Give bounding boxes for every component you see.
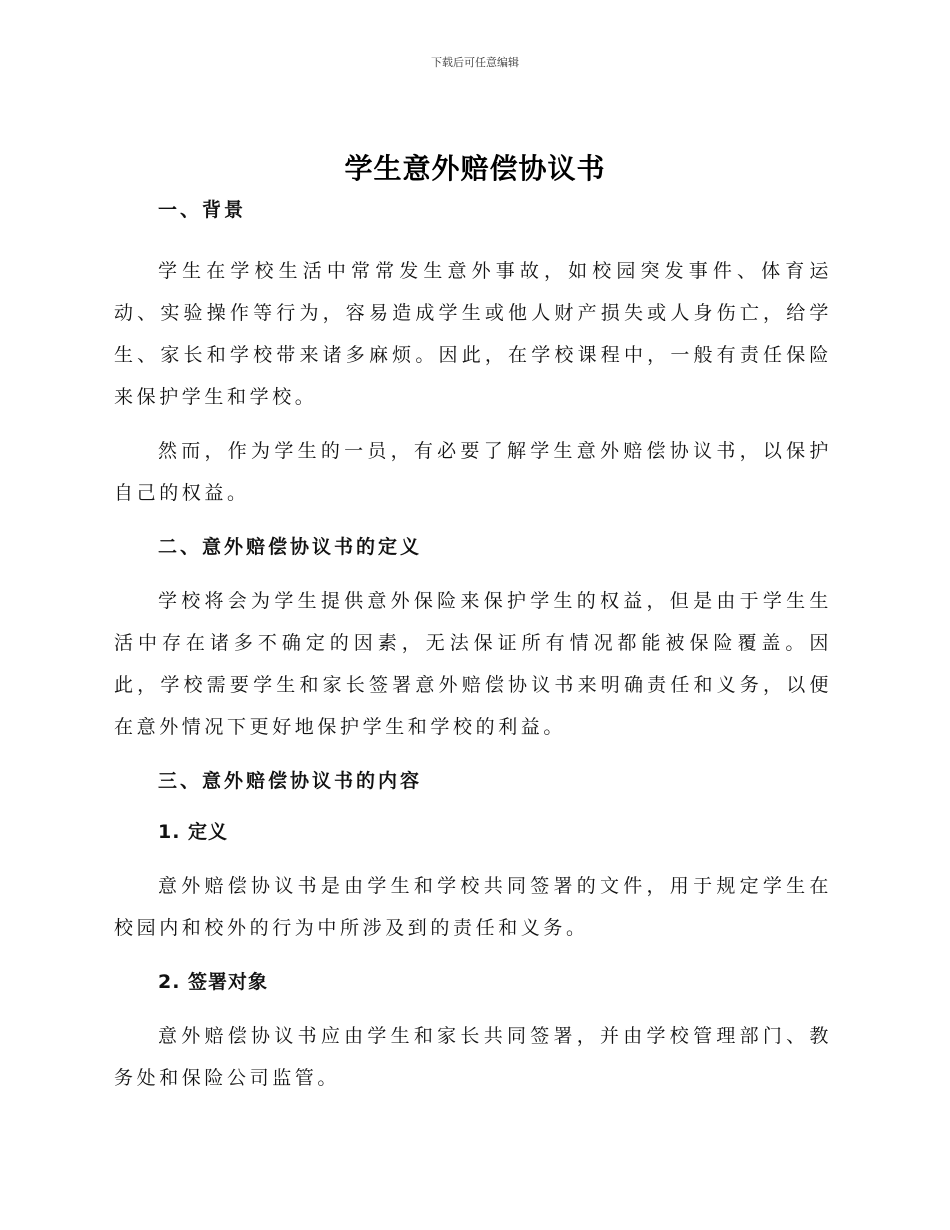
- paragraph-contents-signatories: 意外赔偿协议书应由学生和家长共同签署，并由学校管理部门、教务处和保险公司监管。: [114, 1025, 832, 1089]
- section-heading-background: 一、背景: [158, 199, 247, 221]
- document-body: [114, 196, 832, 1099]
- section-background: [114, 196, 832, 514]
- section-heading-contents: 三、意外赔偿协议书的内容: [158, 770, 423, 792]
- section-heading-definition: 二、意外赔偿协议书的定义: [158, 536, 423, 558]
- section-definition: [114, 533, 832, 748]
- paragraph-background-1: 学生在学校生活中常常发生意外事故，如校园突发事件、体育运动、实验操作等行为，容易造成学生或他人财产损失或人身伤亡，给学生、家长和学校带来诸多麻烦。因此，在学校课程中，一般有责任保险来保护学生和学校。: [114, 260, 832, 408]
- document-title: 学生意外赔偿协议书: [344, 152, 606, 185]
- subheading-definition: 1. 定义: [158, 821, 229, 843]
- subheading-signatories: 2. 签署对象: [158, 971, 269, 993]
- paragraph-definition-1: 学校将会为学生提供意外保险来保护学生的权益，但是由于学生生活中存在诸多不确定的因素，无法保证所有情况都能被保险覆盖。因此，学校需要学生和家长签署意外赔偿协议书来明确责任和义务，以便在意外情况下更好地保护学生和学校的利益。: [114, 590, 832, 738]
- header-note: 下载后可任意编辑: [431, 56, 519, 69]
- paragraph-background-2: 然而，作为学生的一员，有必要了解学生意外赔偿协议书，以保护自己的权益。: [114, 440, 832, 504]
- section-contents: [114, 767, 832, 1099]
- paragraph-contents-definition: 意外赔偿协议书是由学生和学校共同签署的文件，用于规定学生在校园内和校外的行为中所涉及到的责任和义务。: [114, 875, 832, 939]
